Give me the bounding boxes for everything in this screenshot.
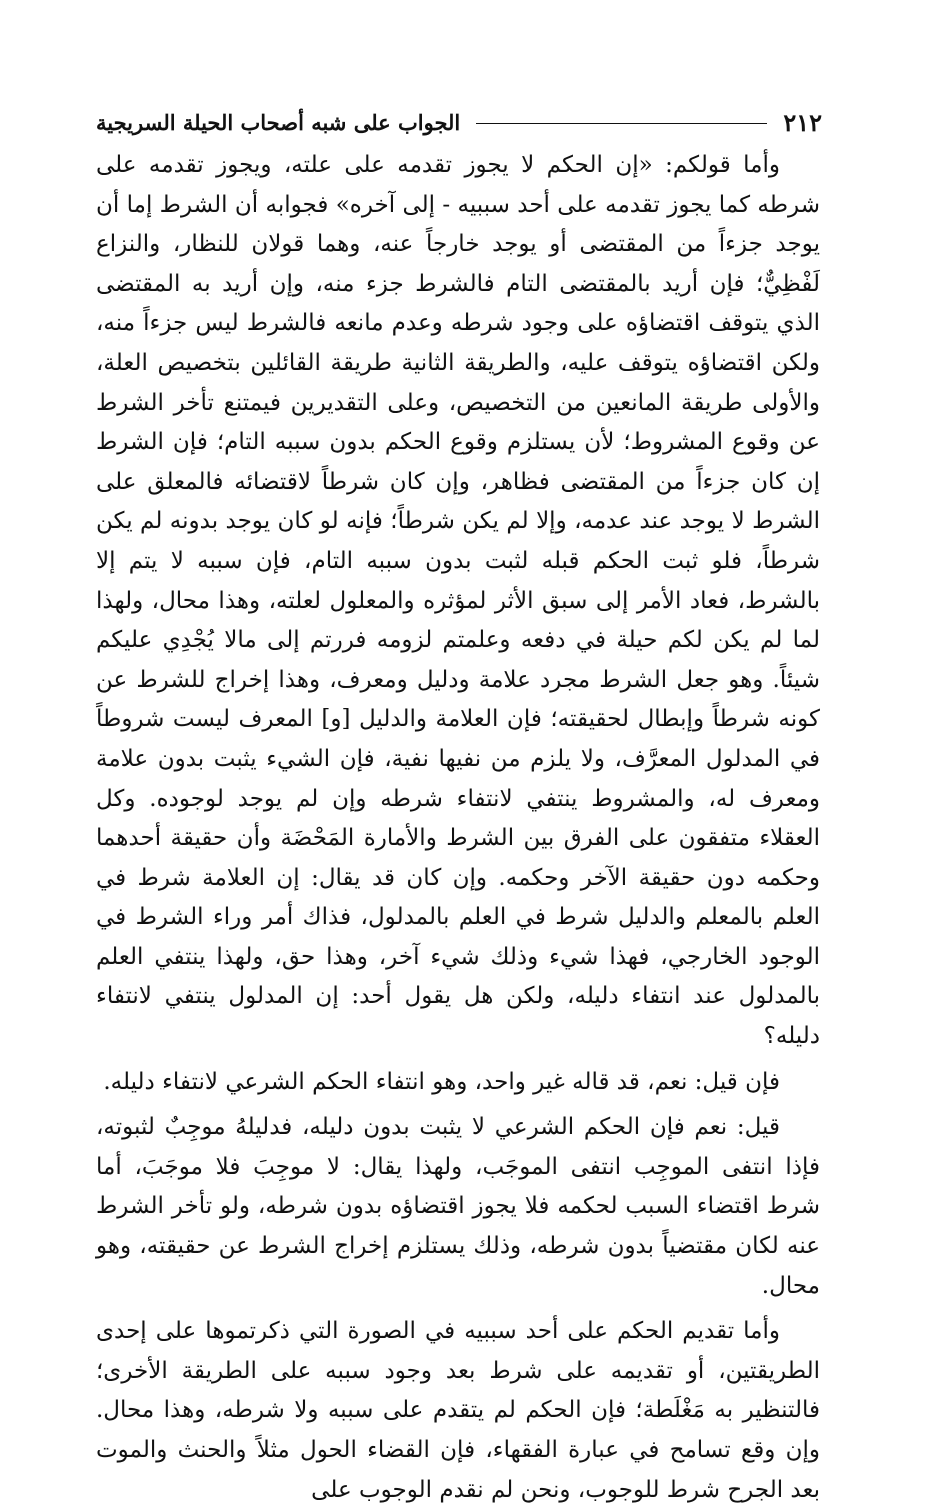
body-text <box>96 146 820 1510</box>
running-title: الجواب على شبه أصحاب الحيلة السريجية <box>96 110 461 135</box>
page-header <box>96 106 822 140</box>
paragraph-3: قيل: نعم فإن الحكم الشرعي لا يثبت بدون دليله، فدليلهُ موجِبٌ لثبوته، فإذا انتفى الموجِب انتفى الموجَب، ولهذا يقال: لا موجِبَ فلا موجَبَ، أما شرط اقتضاء السبب لحكمه فلا يجوز اقتضاؤه بدون شرطه، ولو تأخر الشرط عنه لكان مقتضياً بدون شرطه، وذلك يستلزم إخراج الشرط عن حقيقته، وهو محال. <box>96 1114 820 1299</box>
paragraph-4: وأما تقديم الحكم على أحد سببيه في الصورة التي ذكرتموها على إحدى الطريقتين، أو تقديمه على شرط بعد وجود سببه على الطريقة الأخرى؛ فالتنظير به مَغْلَطة؛ فإن الحكم لم يتقدم على سببه ولا شرطه، وهذا محال. وإن وقع تسامح في عبارة الفقهاء، فإن القضاء الحول مثلاً والحنث والموت بعد الجرح شرط للوجوب، ونحن لم نقدم الوجوب على <box>96 1318 820 1503</box>
paragraph-1: وأما قولكم: «إن الحكم لا يجوز تقدمه على علته، ويجوز تقدمه على شرطه كما يجوز تقدمه على أحد سببيه - إلى آخره» فجوابه أن الشرط إما أن يوجد جزءاً من المقتضى أو يوجد خارجاً عنه، وهما قولان للنظار، والنزاع لَفْظِيٌّ؛ فإن أريد بالمقتضى التام فالشرط جزء منه، وإن أريد به المقتضى الذي يتوقف اقتضاؤه على وجود شرطه وعدم مانعه فالشرط ليس جزءاً منه، ولكن اقتضاؤه يتوقف عليه، والطريقة الثانية طريقة القائلين بتخصيص العلة، والأولى طريقة المانعين من التخصيص، وعلى التقديرين فيمتنع تأخر الشرط عن وقوع المشروط؛ لأن يستلزم وقوع الحكم بدون سببه التام؛ فإن الشرط إن كان جزءاً من المقتضى فظاهر، وإن كان شرطاً لاقتضائه فالمعلق على الشرط لا يوجد عند عدمه، وإلا لم يكن شرطاً؛ فإنه لو كان يوجد بدونه لم يكن شرطاً، فلو ثبت الحكم قبله لثبت بدون سببه التام، فإن سببه لا يتم إلا بالشرط، فعاد الأمر إلى سبق الأثر لمؤثره والمعلول لعلته، وهذا محال، ولهذا لما لم يكن لكم حيلة في دفعه وعلمتم لزومه فررتم إلى مالا يُجْدِي عليكم شيئاً. وهو جعل الشرط مجرد علامة ودليل ومعرف، وهذا إخراج للشرط عن كونه شرطاً وإبطال لحقيقته؛ فإن العلامة والدليل [و] المعرف ليست شروطاً في المدلول المعرَّف، ولا يلزم من نفيها نفية، فإن الشيء يثبت بدون علامة ومعرف له، والمشروط ينتفي لانتفاء شرطه وإن لم يوجد لوجوده. وكل العقلاء متفقون على الفرق بين الشرط والأمارة المَحْضَة وأن حقيقة أحدهما وحكمه دون حقيقة الآخر وحكمه. وإن كان قد يقال: إن العلامة شرط في العلم بالمعلم والدليل شرط في العلم بالمدلول، فذاك أمر وراء الشرط في الوجود الخارجي، فهذا شيء وذلك شيء آخر، وهذا حق، ولهذا ينتفي العلم بالمدلول عند انتفاء دليله، ولكن هل يقول أحد: إن المدلول ينتفي لانتفاء دليله؟ <box>96 152 820 1050</box>
header-rule <box>476 123 767 124</box>
paragraph-2: فإن قيل: نعم، قد قاله غير واحد، وهو انتفاء الحكم الشرعي لانتفاء دليله. <box>103 1068 780 1095</box>
page-number: ٢١٢ <box>783 108 822 137</box>
